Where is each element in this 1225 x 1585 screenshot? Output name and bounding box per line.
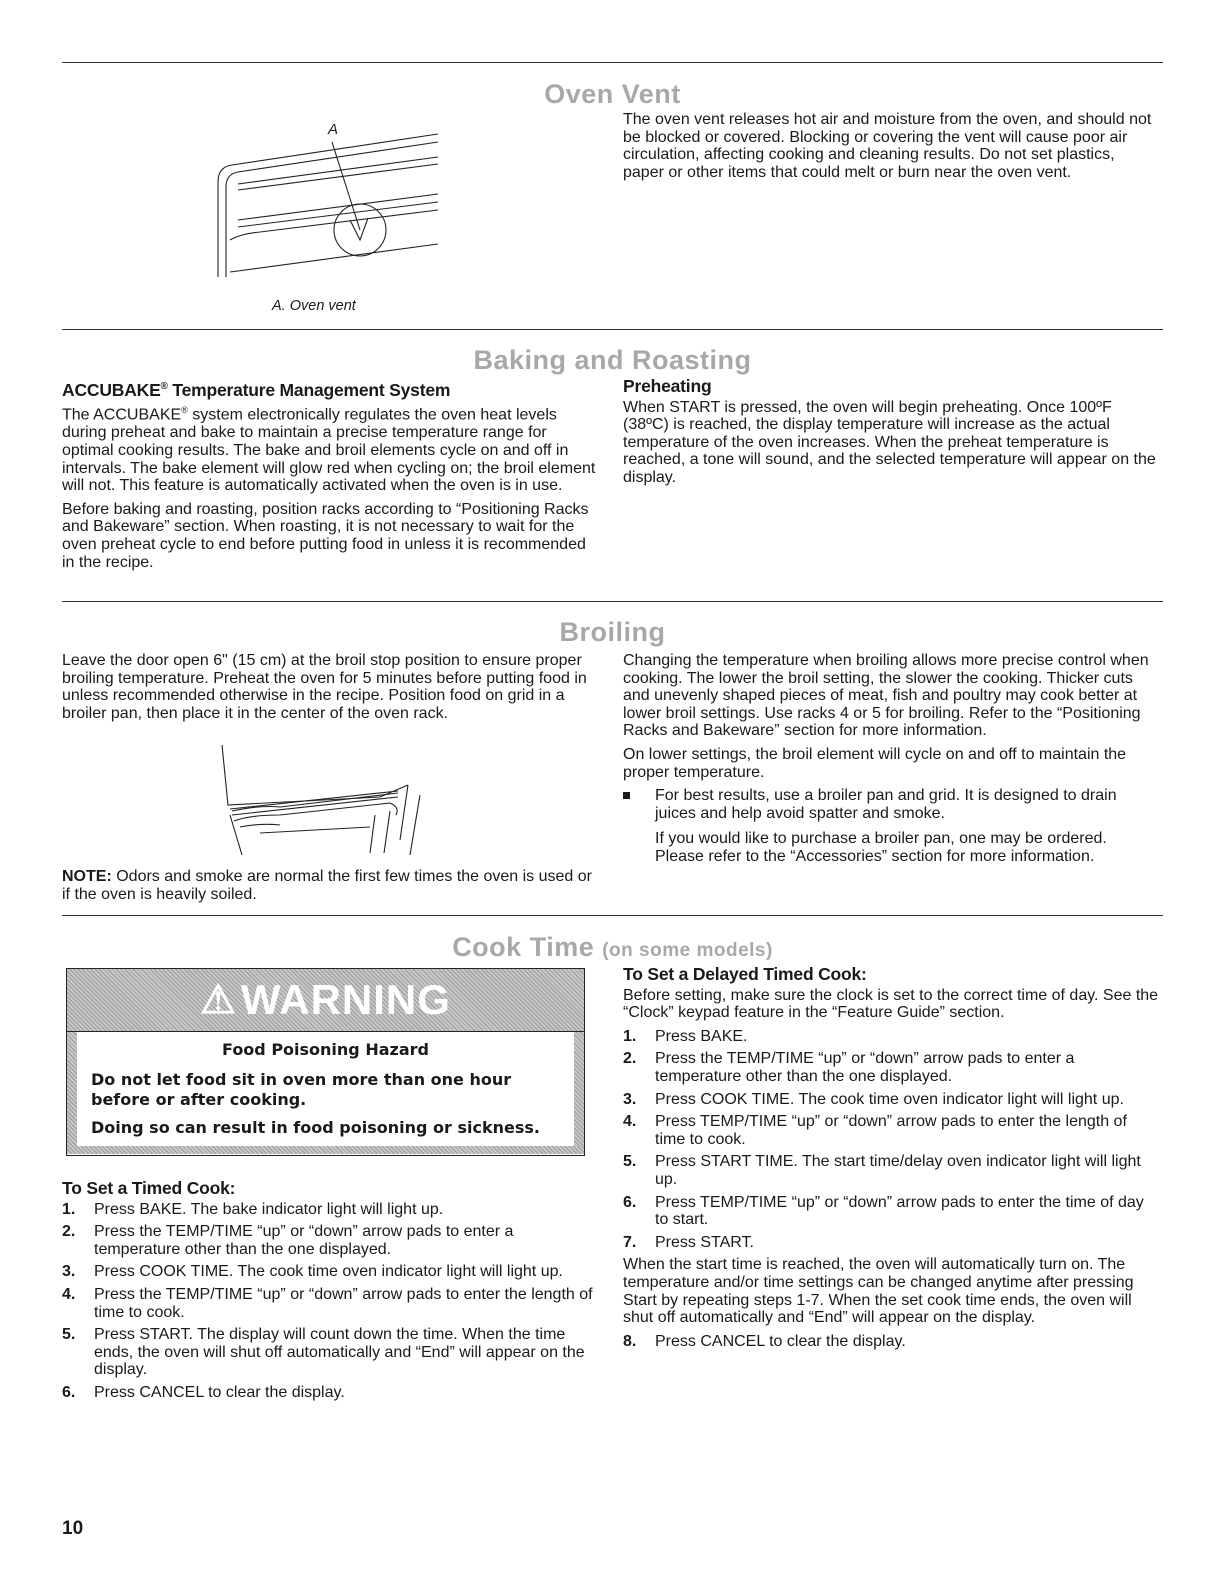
step-text: Press START TIME. The start time/delay oven indicator light will light up. [655, 1153, 1141, 1188]
step-number: 4. [62, 1285, 76, 1303]
step-number: 4. [623, 1113, 637, 1131]
delayed-cook-mid: When the start time is reached, the oven will automatically turn on. The temperature and/or time settings can be changed anytime after pressing Start by repeating steps 1-7. When the set cook time ends, the oven will shut off automatically and “End” will appear on the display. [623, 1256, 1134, 1327]
step-number: 1. [62, 1200, 76, 1218]
delayed-cook-column [623, 966, 1159, 1355]
step-item [62, 1223, 597, 1258]
bullet-square-icon [623, 792, 630, 799]
delayed-cook-steps-final [623, 1333, 1159, 1351]
step-item [623, 1333, 1159, 1351]
step-text: Press CANCEL to clear the display. [655, 1332, 906, 1350]
accubake-heading: ACCUBAKE® Temperature Management System [62, 379, 451, 400]
warning-line-2: Doing so can result in food poisoning or sickness. [91, 1118, 540, 1137]
section-divider [62, 329, 1163, 330]
step-text: Press CANCEL to clear the display. [94, 1383, 345, 1401]
step-item [62, 1263, 597, 1281]
broiling-note [62, 868, 597, 909]
step-number: 6. [62, 1383, 76, 1401]
step-text: Press COOK TIME. The cook time oven indicator light will light up. [655, 1090, 1124, 1108]
broiler-door-illustration [220, 745, 450, 863]
timed-cook-column [62, 1180, 597, 1407]
broiling-bullet-sub: If you would like to purchase a broiler pan, one may be ordered. Please refer to the “Accessories” section for more information. [655, 830, 1107, 865]
preheating-paragraph: When START is pressed, the oven will begin preheating. Once 100ºF (38ºC) is reached, the display temperature will increase as the actual temperature of the oven increases. When the preheat temperature is reached, a tone will sound, and the selected temperature will appear on the display. [623, 398, 1156, 486]
step-text: Press TEMP/TIME “up” or “down” arrow pads to enter the time of day to start. [655, 1193, 1144, 1229]
section-divider [62, 62, 1163, 63]
timed-cook-heading: To Set a Timed Cook: [62, 1178, 236, 1198]
oven-vent-caption: A. Oven vent [272, 298, 356, 314]
broiling-right-paragraph-1: Changing the temperature when broiling allows more precise control when cooking. The lower the broil setting, the slower the cooking. Thicker cuts and unevenly shaped pieces of meat, fish and poultry may cook better at lower broil settings. Use racks 4 or 5 for broiling. Refer to the “Positioning Racks and Bakeware” section for more information. [623, 652, 1149, 740]
step-number: 1. [623, 1027, 637, 1045]
step-text: Press the TEMP/TIME “up” or “down” arrow pads to enter a temperature other than the one displayed. [94, 1223, 514, 1258]
broiling-left-paragraph: Leave the door open 6" (15 cm) at the broil stop position to ensure proper broiling temperature. Preheat the oven for 5 minutes before putting food in unless recommended otherwise in the recipe. Position food on grid in a broiler pan, then place it in the center of the oven rack. [62, 652, 587, 722]
step-number: 8. [623, 1332, 637, 1350]
warning-header: ⚠ WARNING [67, 969, 584, 1032]
oven-vent-title: Oven Vent [544, 79, 681, 109]
broiling-left-column [62, 652, 597, 728]
step-item [62, 1286, 597, 1321]
step-number: 2. [62, 1223, 76, 1241]
step-item [623, 1050, 1159, 1085]
step-text: Press COOK TIME. The cook time oven indicator light will light up. [94, 1263, 563, 1281]
step-item [623, 1113, 1159, 1148]
note-text: Odors and smoke are normal the first few times the oven is used or if the oven is heavily soiled. [62, 868, 592, 903]
warning-line-1: Do not let food sit in oven more than one hour before or after cooking. [91, 1070, 512, 1109]
oven-vent-text [623, 111, 1159, 187]
preheating-column [623, 378, 1158, 493]
step-text: Press the TEMP/TIME “up” or “down” arrow pads to enter a temperature other than the one displayed. [655, 1050, 1075, 1085]
step-item [623, 1234, 1159, 1252]
broiling-right-column [623, 652, 1159, 872]
preheating-heading: Preheating [623, 376, 712, 396]
warning-hazard-title: Food Poisoning Hazard [222, 1040, 429, 1059]
delayed-cook-steps [623, 1028, 1159, 1252]
delayed-cook-heading: To Set a Delayed Timed Cook: [623, 964, 867, 984]
section-divider [62, 601, 1163, 602]
step-text: Press the TEMP/TIME “up” or “down” arrow pads to enter the length of time to cook. [94, 1285, 593, 1321]
step-item [623, 1028, 1159, 1046]
baking-title: Baking and Roasting [473, 345, 752, 375]
note-label: NOTE: [62, 868, 112, 885]
cook-time-title: Cook Time (on some models) [452, 932, 773, 962]
timed-cook-steps [62, 1201, 597, 1402]
step-item [62, 1384, 597, 1402]
step-number: 3. [623, 1090, 637, 1108]
accubake-paragraph-1: The ACCUBAKE® system electronically regulates the oven heat levels during preheat and bake to maintain a precise temperature range for optimal cooking results. The bake and broil elements cycle on and off in intervals. The bake element will glow red when cycling on; the broil element will not. This feature is automatically activated when the oven is in use. [62, 405, 596, 495]
step-text: Press BAKE. [655, 1027, 748, 1045]
oven-vent-paragraph: The oven vent releases hot air and moisture from the oven, and should not be blocked or covered. Blocking or covering the vent will cause poor air circulation, affecting cooking and cleaning results. Do not set plastics, paper or other items that could melt or burn near the oven vent. [623, 111, 1152, 181]
step-text: Press TEMP/TIME “up” or “down” arrow pads to enter the length of time to cook. [655, 1113, 1127, 1148]
step-item [62, 1201, 597, 1219]
step-number: 6. [623, 1193, 637, 1211]
step-item [623, 1194, 1159, 1229]
step-number: 5. [623, 1153, 637, 1171]
step-number: 3. [62, 1263, 76, 1281]
step-item [623, 1153, 1159, 1188]
section-divider [62, 915, 1163, 916]
step-item [62, 1326, 597, 1379]
broiling-bullet: For best results, use a broiler pan and grid. It is designed to drain juices and help avoid spatter and smoke. [623, 787, 1159, 822]
accubake-column [62, 378, 597, 577]
step-text: Press BAKE. The bake indicator light will light up. [94, 1200, 444, 1218]
step-text: Press START. [655, 1233, 754, 1251]
step-number: 7. [623, 1233, 637, 1251]
broiling-title: Broiling [559, 617, 666, 647]
vent-callout-a: A [328, 121, 339, 138]
page-number: 10 [62, 1518, 84, 1539]
step-text: Press START. The display will count down the time. When the time ends, the oven will shut off automatically and “End” will appear on the display. [94, 1326, 585, 1379]
warning-triangle-icon: ⚠ [200, 978, 237, 1022]
step-number: 5. [62, 1326, 76, 1344]
warning-box [66, 968, 585, 1156]
delayed-cook-intro: Before setting, make sure the clock is set to the correct time of day. See the “Clock” keypad feature in the “Feature Guide” section. [623, 986, 1159, 1022]
accubake-paragraph-2: Before baking and roasting, position racks according to “Positioning Racks and Bakeware” section. When roasting, it is not necessary to wait for the oven preheat cycle to end before putting food in unless it is recommended in the recipe. [62, 500, 589, 571]
step-number: 2. [623, 1050, 637, 1068]
oven-vent-illustration [200, 112, 450, 292]
broiling-right-paragraph-2: On lower settings, the broil element will cycle on and off to maintain the proper temperature. [623, 745, 1127, 781]
step-item [623, 1091, 1159, 1109]
